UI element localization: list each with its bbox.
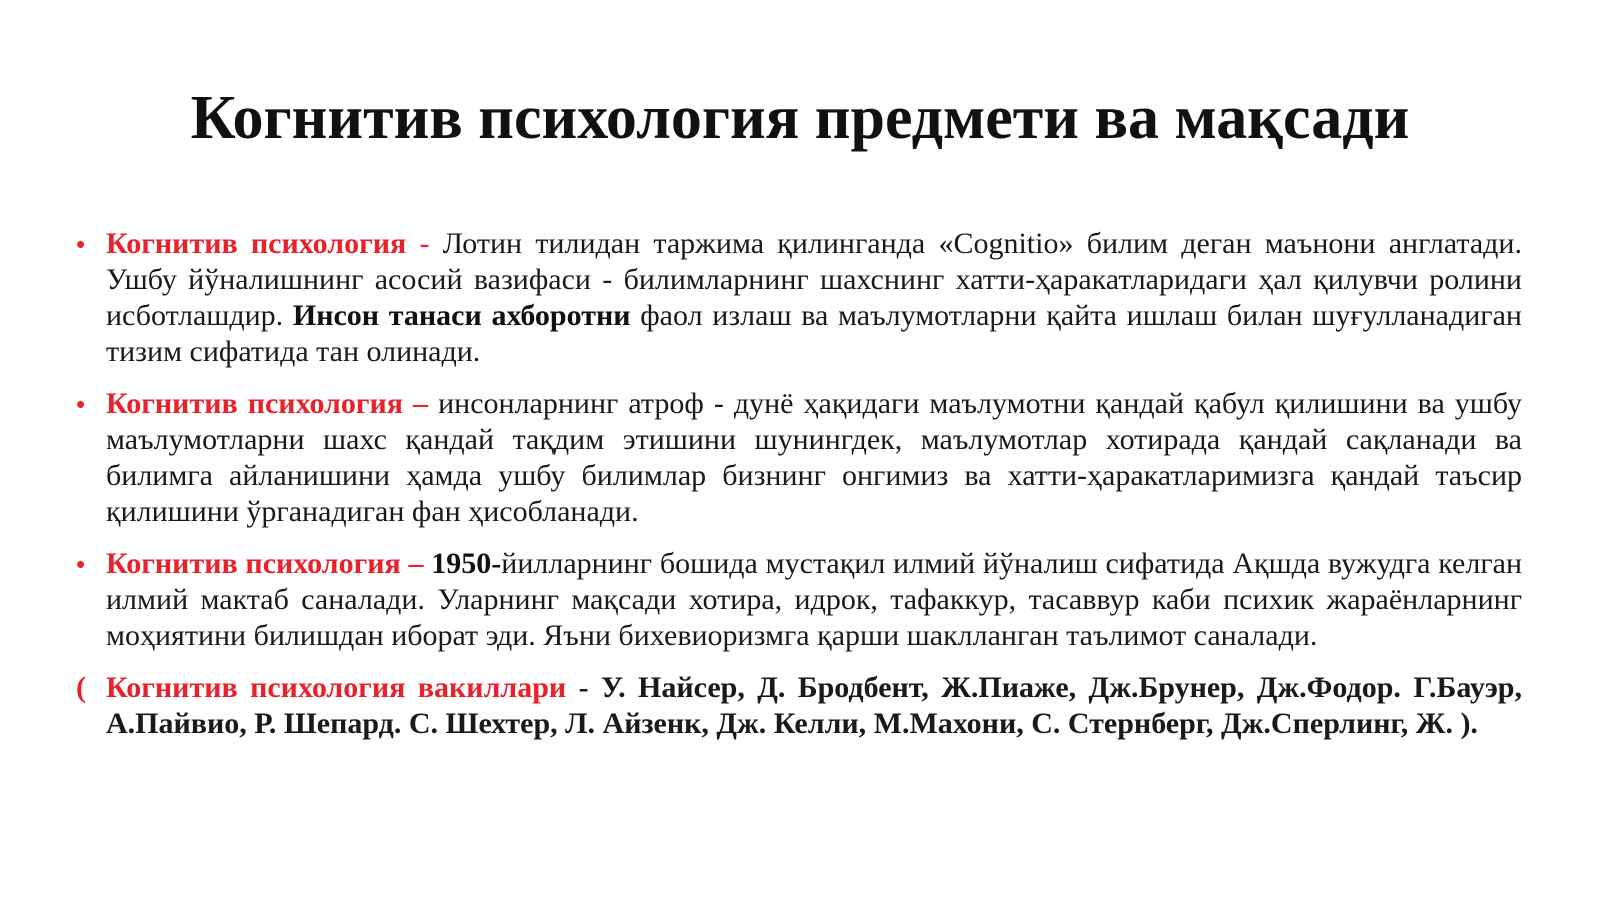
bullet-dash: – — [400, 547, 432, 580]
representatives-paragraph — [76, 670, 1522, 742]
bullet-dash: – — [403, 387, 439, 420]
bullet-item — [76, 386, 1522, 530]
bullet-bold-text: Инсон танаси ахборотни — [292, 299, 631, 332]
bullet-term: Когнитив психология — [106, 387, 404, 420]
bullet-text: инсонларнинг атроф - дунё ҳақидаги маълумотни қандай қабул қилишини ва ушбу маълумотларни шахс қандай тақдим этишини шунингдек, маълумотлар хотирада қандай сақланади ва билимга айланишини ҳамда ушбу билимлар бизнинг онгимиз ва хатти-ҳаракатларимизга қандай таъсир қилишини ўрганадиган фан ҳисобланади. — [106, 387, 1523, 528]
bullet-dot-icon: • — [76, 229, 86, 259]
bullet-text-continued: фаол излаш ва маълумотларни қайта ишлаш билан шуғулланадиган тизим сифатида тан олинади. — [106, 299, 1522, 368]
slide-content — [76, 226, 1522, 742]
bullet-text: Лотин тилидан таржима қилинганда «Cognitio» билим деган маънони англатади. Ушбу йўналишнинг асосий вазифаси - билимларнинг шахснинг хатти-ҳаракатларидаги ҳал қилувчи ролини исботлашдир. — [106, 227, 1522, 332]
bullet-term: Когнитив психология — [106, 547, 401, 580]
bullet-term: Когнитив психология — [106, 227, 407, 260]
representatives-term: Когнитив психология вакиллари — [106, 671, 567, 704]
bullet-year: 1950- — [431, 547, 502, 580]
slide-title: Когнитив психология предмети ва мақсади — [190, 84, 1410, 152]
bullet-dot-icon: • — [76, 549, 86, 579]
open-paren: ( — [76, 671, 86, 704]
bullet-text: йилларнинг бошида мустақил илмий йўналиш сифатида Ақшда вужудга келган илмий мактаб саналади. Уларнинг мақсади хотира, идрок, тафаккур, тасаввур каби психик жараёнларнинг моҳиятини билишдан иборат эди. Яъни бихевиоризмга қарши шаклланган таълимот саналади. — [106, 547, 1523, 652]
bullet-dash: - — [406, 227, 443, 260]
bullet-item — [76, 226, 1522, 370]
bullet-item — [76, 546, 1522, 654]
representatives-names: - У. Найсер, Д. Бродбент, Ж.Пиаже, Дж.Брунер, Дж.Фодор. Г.Бауэр, А.Пайвио, Р. Шепард. С. Шехтер, Л. Айзенк, Дж. Келли, М.Махони, С. Стернберг, Дж.Сперлинг, Ж. ). — [106, 671, 1522, 740]
bullet-dot-icon: • — [76, 389, 86, 419]
